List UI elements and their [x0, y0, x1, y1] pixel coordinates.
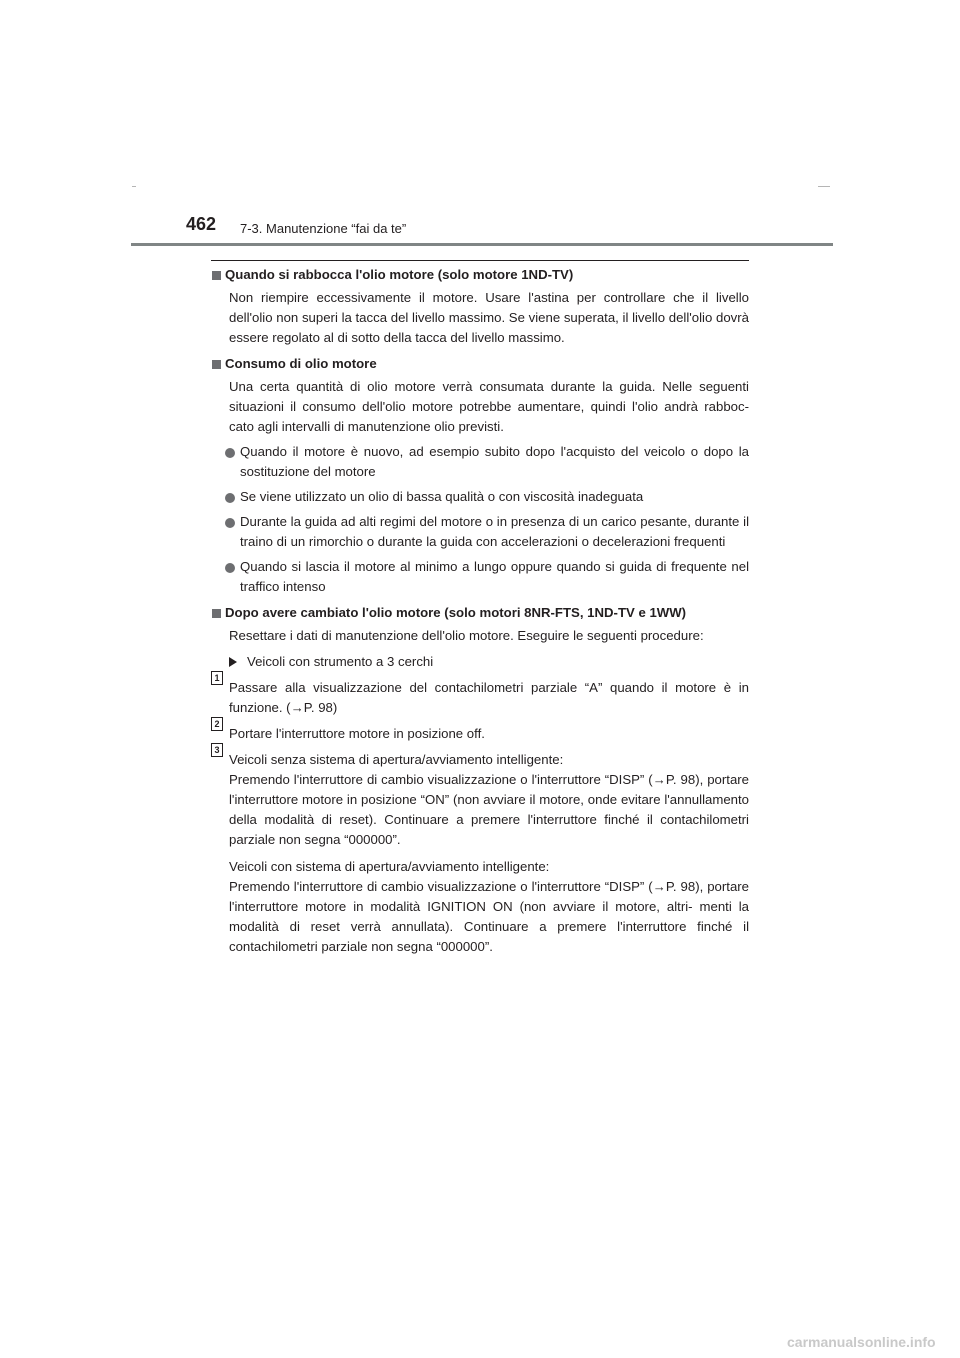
section-heading-oil-consumption: Consumo di olio motore	[211, 354, 749, 374]
section-heading-after-oil-change: Dopo avere cambiato l'olio motore (solo motori 8NR-FTS, 1ND-TV e 1WW)	[211, 603, 749, 623]
circle-bullet-icon	[225, 563, 235, 573]
section-text-oil-consumption: Una certa quantità di olio motore verrà consumata durante la guida. Nelle seguenti situazioni il consumo dell'olio motore potrebbe aumentare, quindi l'olio andrà rabboc- cato agli intervalli di manutenzione olio previsti.	[229, 379, 749, 434]
header-rule	[131, 243, 833, 246]
step-3	[211, 745, 749, 957]
section-heading-oil-topup: Quando si rabbocca l'olio motore (solo motore 1ND-TV)	[211, 265, 749, 285]
content-rule	[211, 260, 749, 261]
crop-mark-right	[818, 186, 830, 187]
step-intro: Veicoli con sistema di apertura/avviamento intelligente:	[229, 859, 550, 874]
list-item: Se viene utilizzato un olio di bassa qualità o con viscosità inadeguata	[240, 487, 749, 507]
triangle-arrow-icon	[229, 657, 237, 667]
step-number-badge: 2	[211, 717, 223, 731]
step-text: Portare l'interruttore motore in posizione off.	[229, 726, 485, 741]
section-title: 7-3. Manutenzione “fai da te”	[240, 221, 407, 236]
step-number-badge: 3	[211, 743, 223, 757]
content-area	[211, 264, 749, 957]
step-intro: Veicoli senza sistema di apertura/avviamento intelligente:	[229, 752, 564, 767]
watermark: carmanualsonline.info	[787, 1334, 936, 1350]
step-number-badge: 1	[211, 671, 223, 685]
circle-bullet-icon	[225, 493, 235, 503]
step-text: Veicoli senza sistema di apertura/avviamento intelligente: Premendo l'interruttore di cambio visualizzazione o l'interruttore “DISP” (→P. 98), portare l'interruttore motore in posizione “ON” (non avviare il motore, onde evitare l'annullamento della modalità di reset). Continuare a premere l'interruttore finché il contachilometri parziale non segna “000000”.	[229, 752, 749, 847]
step-1	[211, 673, 749, 718]
crop-mark-left	[132, 186, 136, 187]
variant-label: Veicoli con strumento a 3 cerchi	[229, 652, 749, 672]
step-text: Passare alla visualizzazione del contachilometri parziale “A” quando il motore è in funzione. (→P. 98)	[229, 680, 749, 715]
list-item: Durante la guida ad alti regimi del motore o in presenza di un carico pesante, durante il traino di un rimorchio o durante la guida con accelerazioni o decelerazioni frequenti	[240, 512, 749, 552]
step-text-smart-key: Veicoli con sistema di apertura/avviamento intelligente: Premendo l'interruttore di cambio visualizzazione o l'interruttore “DISP” (→P. 98), portare l'interruttore motore in modalità IGNITION ON (non avviare il motore, altri- menti la modalità di reset verrà annullata). Continuare a premere l'interruttore finché il contachilometri parziale non segna “000000”.	[229, 859, 749, 954]
step-2	[211, 719, 749, 744]
section-text-oil-topup: Non riempire eccessivamente il motore. Usare l'astina per controllare che il livello dell'olio non superi la tacca del livello massimo. Se viene superata, il livello dell'olio dovrà essere regolato al di sotto della tacca del livello massimo.	[229, 290, 749, 345]
square-bullet-icon	[212, 609, 221, 618]
list-item: Quando il motore è nuovo, ad esempio subito dopo l'acquisto del veicolo o dopo la sostituzione del motore	[240, 442, 749, 482]
list-item: Quando si lascia il motore al minimo a lungo oppure quando si guida di frequente nel traffico intenso	[240, 557, 749, 597]
square-bullet-icon	[212, 271, 221, 280]
page-number: 462	[186, 214, 217, 234]
circle-bullet-icon	[225, 448, 235, 458]
section-text-after-oil-change: Resettare i dati di manutenzione dell'olio motore. Eseguire le seguenti procedure:	[229, 628, 704, 643]
square-bullet-icon	[212, 360, 221, 369]
circle-bullet-icon	[225, 518, 235, 528]
